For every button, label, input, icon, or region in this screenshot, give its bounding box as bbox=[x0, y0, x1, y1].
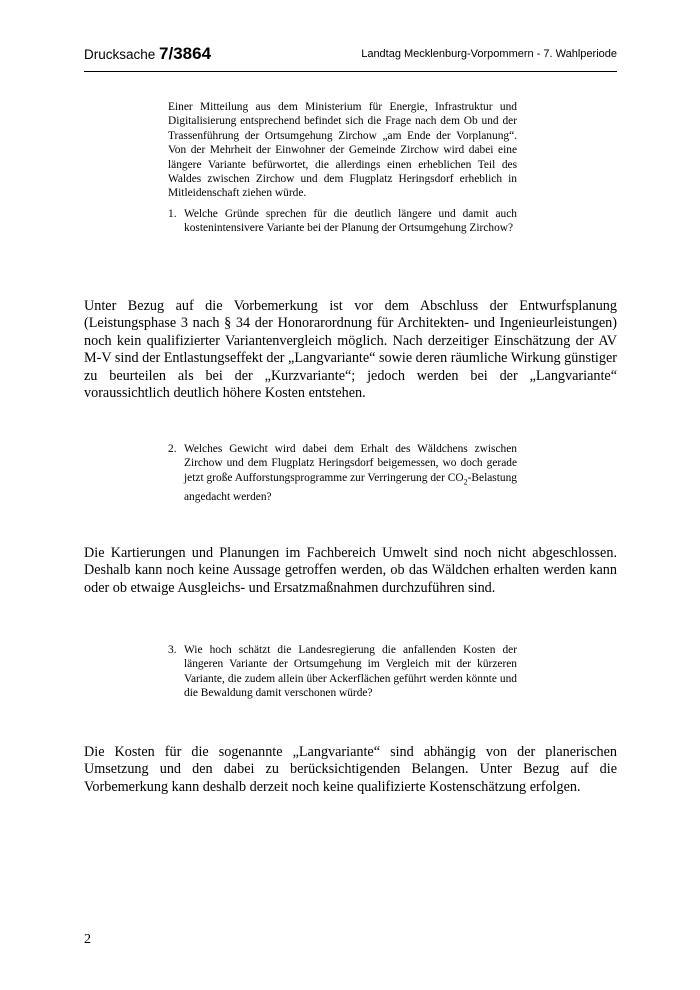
header-divider bbox=[84, 71, 617, 72]
parliament-label: Landtag Mecklenburg-Vorpommern - 7. Wahlperiode bbox=[361, 48, 617, 60]
page-number: 2 bbox=[84, 932, 91, 947]
document-label bbox=[84, 44, 211, 64]
question-3-number: 3. bbox=[168, 644, 177, 656]
question-1-number: 1. bbox=[168, 208, 177, 220]
page-header bbox=[84, 44, 617, 68]
document-number: 7/3864 bbox=[159, 44, 212, 63]
question-2-number: 2. bbox=[168, 443, 177, 455]
document-label-text: Drucksache bbox=[84, 47, 156, 62]
question-3 bbox=[168, 643, 517, 701]
question-3-text: Wie hoch schätzt die Landesregierung die anfallenden Kosten der längeren Variante der Ortsumgehung im Vergleich mit der kürzeren Variante, die zudem allein über Ackerflächen geführt werden könnte und die Bewaldung damit verschonen würde? bbox=[184, 644, 517, 700]
question-1-text: Welche Gründe sprechen für die deutlich längere und damit auch kostenintensivere Variante bei der Planung der Ortsumgehung Zirchow? bbox=[184, 208, 517, 235]
preliminary-remark: Einer Mitteilung aus dem Ministerium für Energie, Infrastruktur und Digitalisierung entsprechend befindet sich die Frage nach dem Ob und der Trassenführung der Ortsumgehung Zirchow „am Ende der Vorplanung“. Von der Mehrheit der Einwohner der Gemeinde Zirchow wird dabei eine längere Variante befürwortet, die allerdings einen erheblichen Teil des Waldes zwischen Zirchow und dem Flugplatz Heringsdorf erheblich in Mitleidenschaft ziehen würde. bbox=[168, 101, 517, 200]
answer-2: Die Kartierungen und Planungen im Fachbereich Umwelt sind noch nicht abgeschlossen. Deshalb kann noch keine Aussage getroffen werden, ob das Wäldchen erhalten werden kann oder ob etwaige Ausgleichs- und Ersatzmaßnahmen durchzuführen sind. bbox=[84, 545, 617, 596]
question-2-text bbox=[184, 443, 517, 503]
co2-subscript: 2 bbox=[463, 477, 468, 487]
question-1 bbox=[168, 207, 517, 236]
question-2 bbox=[168, 442, 517, 504]
answer-3: Die Kosten für die sogenannte „Langvariante“ sind abhängig von der planerischen Umsetzung und den dabei zu berücksichtigenden Belangen. Unter Bezug auf die Vorbemerkung kann deshalb derzeit noch keine qualifizierte Kostenschätzung erfolgen. bbox=[84, 744, 617, 795]
question-2-text-part1: Welches Gewicht wird dabei dem Erhalt des Wäldchens zwischen Zirchow und dem Flugplatz Heringsdorf beigemessen, wo doch gerade jetzt große Aufforstungsprogramme zur Verringerung der CO bbox=[184, 443, 517, 484]
answer-1: Unter Bezug auf die Vorbemerkung ist vor dem Abschluss der Entwurfsplanung (Leistungsphase 3 nach § 34 der Honorarordnung für Architekten- und Ingenieurleistungen) noch kein qualifizierter Variantenvergleich möglich. Nach derzeitiger Einschätzung der AV M-V sind der Entlastungseffekt der „Langvariante“ sowie deren räumliche Wirkung günstiger zu beurteilen als bei der „Kurzvariante“; jedoch werden bei der „Langvariante“ voraussichtlich deutlich höhere Kosten entstehen. bbox=[84, 298, 617, 402]
question-2-text-part2: -Belastung angedacht werden? bbox=[184, 471, 517, 503]
